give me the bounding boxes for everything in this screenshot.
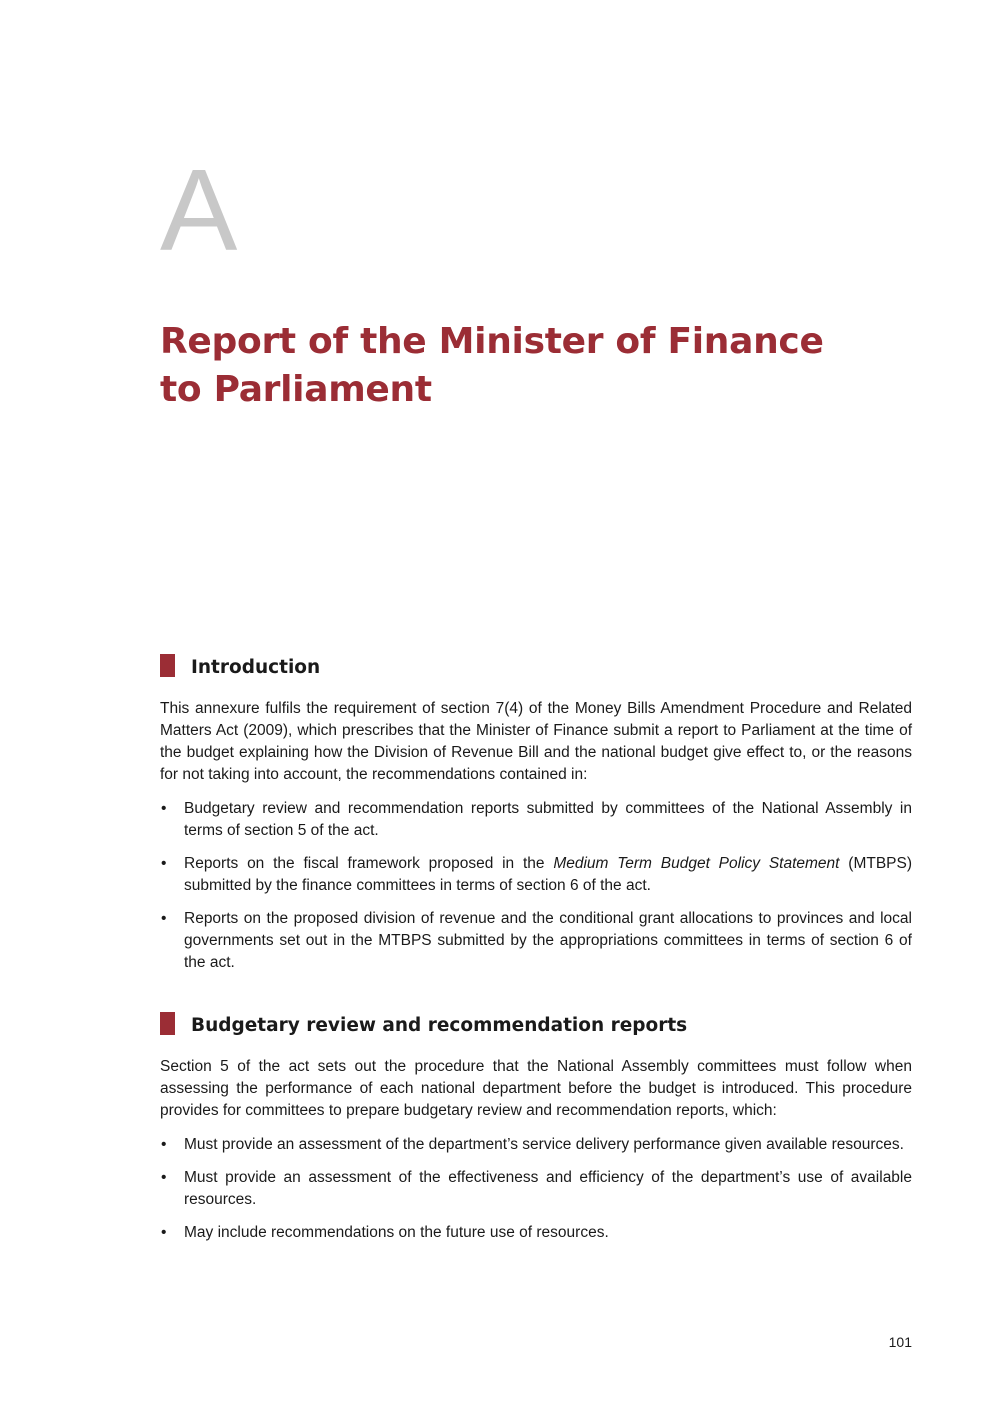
budgetary-review-bullet-list — [160, 1134, 912, 1244]
section-heading-row — [160, 654, 912, 684]
annex-letter: A — [160, 145, 238, 275]
page-title-line-1: Report of the Minister of Finance — [160, 321, 824, 362]
list-item — [160, 853, 912, 897]
intro-paragraph: This annexure fulfils the requirement of section 7(4) of the Money Bills Amendment Procedure and Related Matters Act (2009), which prescribes that the Minister of Finance submit a report to Parliament at the time of the budget explaining how the Division of Revenue Bill and the national budget give effect to, or the reasons for not taking into account, the recommendations contained in: — [160, 700, 912, 783]
section-heading: Introduction — [191, 657, 321, 678]
list-item — [160, 1134, 912, 1156]
section-marker — [160, 654, 175, 677]
bullet-icon: • — [161, 910, 167, 927]
list-item — [160, 798, 912, 842]
section-heading-row — [160, 1012, 912, 1042]
section-budgetary-review — [160, 1012, 912, 1255]
list-item-text: May include recommendations on the future use of resources. — [184, 1224, 609, 1241]
list-item-text: Budgetary review and recommendation reports submitted by committees of the National Assembly in terms of section 5 of the act. — [184, 800, 912, 839]
list-item-text-after: (MTBPS) submitted by the finance committees in terms of section 6 of the act. — [184, 855, 912, 894]
section-introduction — [160, 654, 912, 985]
list-item — [160, 1222, 912, 1244]
section-heading: Budgetary review and recommendation reports — [191, 1015, 688, 1036]
bullet-icon: • — [161, 1224, 167, 1241]
list-item — [160, 908, 912, 974]
bullet-icon: • — [161, 1136, 167, 1153]
page-title — [160, 318, 920, 414]
bullet-icon: • — [161, 1169, 167, 1186]
list-item-text: Reports on the proposed division of revenue and the conditional grant allocations to provinces and local governments set out in the MTBPS submitted by the appropriations committees in terms of section 6 of the act. — [184, 910, 912, 971]
document-title-italic: Medium Term Budget Policy Statement — [553, 855, 840, 872]
list-item-text: Must provide an assessment of the department’s service delivery performance given available resources. — [184, 1136, 904, 1153]
page-number: 101 — [888, 1334, 912, 1350]
budgetary-review-paragraph: Section 5 of the act sets out the procedure that the National Assembly committees must follow when assessing the performance of each national department before the budget is introduced. This procedure provides for committees to prepare budgetary review and recommendation reports, which: — [160, 1058, 912, 1119]
section-marker — [160, 1012, 175, 1035]
bullet-icon: • — [161, 800, 167, 817]
page-title-line-2: to Parliament — [160, 369, 432, 410]
intro-bullet-list — [160, 798, 912, 974]
bullet-icon: • — [161, 855, 167, 872]
list-item-text: Must provide an assessment of the effectiveness and efficiency of the department’s use of available resources. — [184, 1169, 912, 1208]
list-item-text-before: Reports on the fiscal framework proposed in the — [184, 855, 554, 872]
list-item — [160, 1167, 912, 1211]
